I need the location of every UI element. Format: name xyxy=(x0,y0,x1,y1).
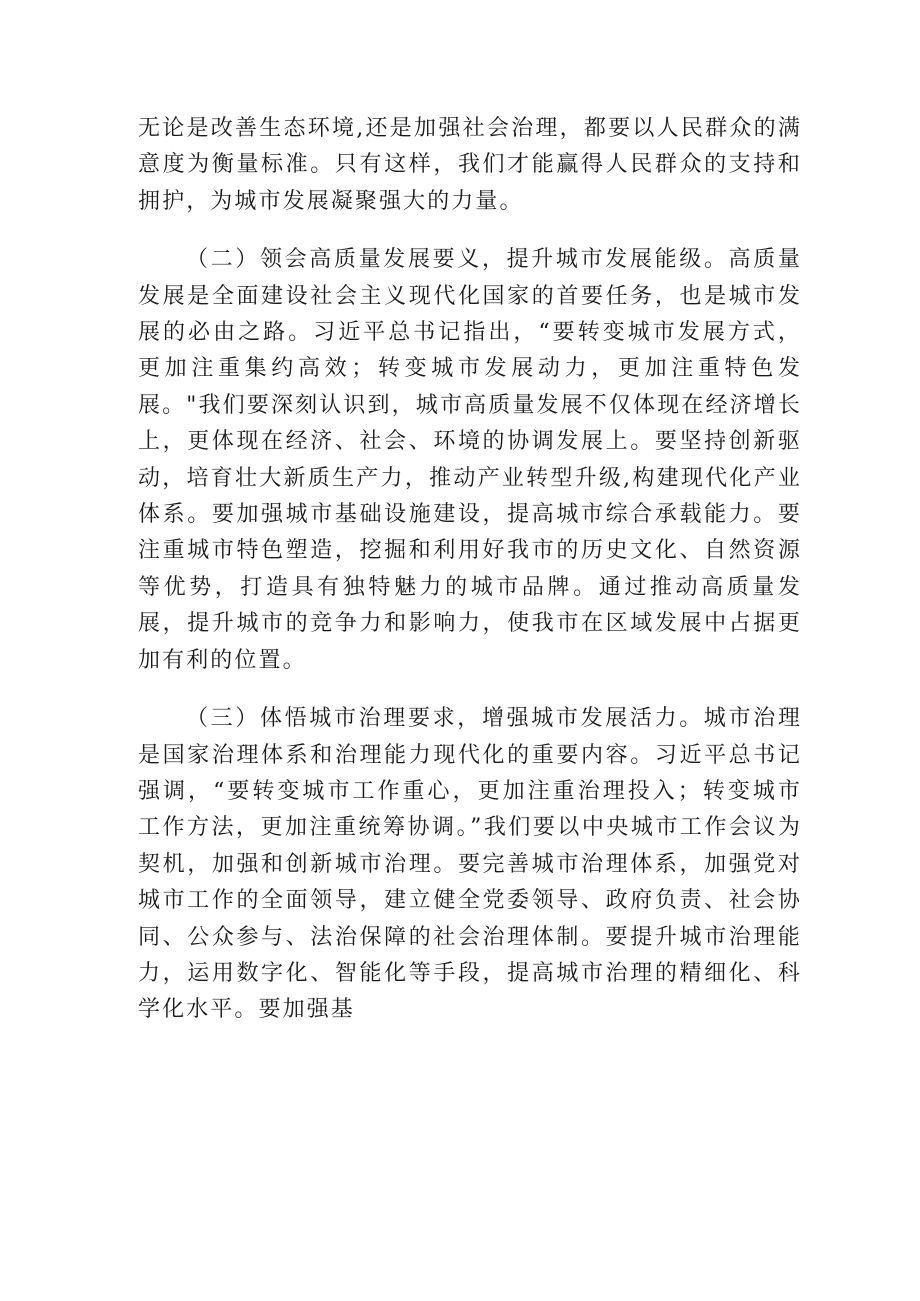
document-body xyxy=(138,111,802,1029)
paragraph-continuation: 无论是改善生态环境,还是加强社会治理，都要以人民群众的满意度为衡量标准。只有这样，我们才能赢得人民群众的支持和拥护，为城市发展凝聚强大的力量。 xyxy=(138,116,802,214)
paragraph-gap xyxy=(138,220,802,242)
paragraph-section-two: （二）领会高质量发展要义，提升城市发展能级。高质量发展是全面建设社会主义现代化国家的首要任务，也是城市发展的必由之路。习近平总书记指出，“要转变城市发展方式，更加注重集约高效；转变城市发展动力，更加注重特色发展。"我们要深刻认识到，城市高质量发展不仅体现在经济增长上，更体现在经济、社会、环境的协调发展上。要坚持创新驱动，培育壮大新质生产力，推动产业转型升级,构建现代化产业体系。要加强城市基础设施建设，提高城市综合承载能力。要注重城市特色塑造，挖掘和利用好我市的历史文化、自然资源等优势，打造具有独特魅力的城市品牌。通过推动高质量发展，提升城市的竞争力和影响力，使我市在区域发展中占据更加有利的位置。 xyxy=(138,247,802,673)
paragraph-section-three: （三）体悟城市治理要求，增强城市发展活力。城市治理是国家治理体系和治理能力现代化的重要内容。习近平总书记强调，“要转变城市工作重心，更加注重治理投入；转变城市工作方法，更加注重统筹协调。”我们要以中央城市工作会议为契机，加强和创新城市治理。要完善城市治理体系，加强党对城市工作的全面领导，建立健全党委领导、政府负责、社会协同、公众参与、法治保障的社会治理体制。要提升城市治理能力，运用数字化、智能化等手段，提高城市治理的精细化、科学化水平。要加强基 xyxy=(138,706,802,1023)
paragraph-gap xyxy=(138,679,802,701)
